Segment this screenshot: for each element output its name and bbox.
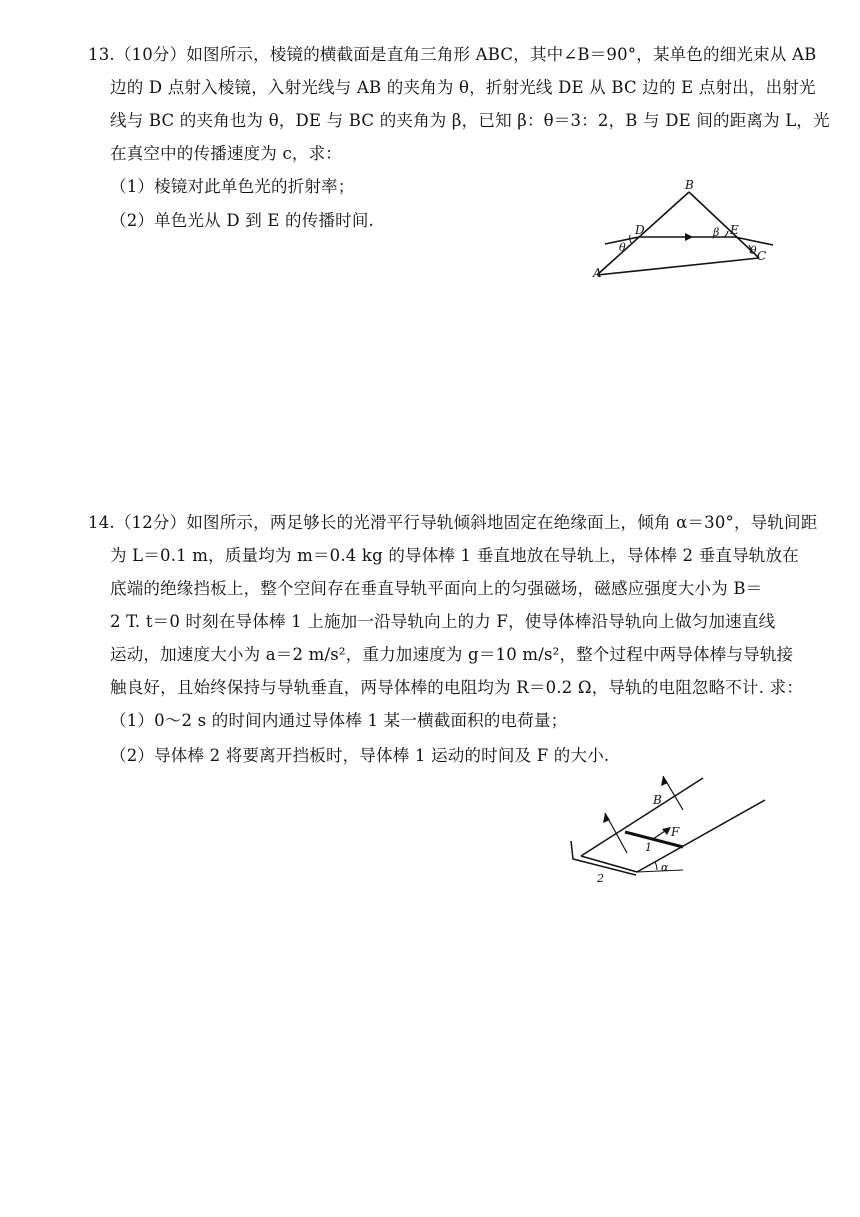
q13-subquestion-1: （1）棱镜对此单色光的折射率； bbox=[110, 177, 355, 196]
theta-arc-1 bbox=[630, 235, 632, 244]
label-theta-2: θ bbox=[750, 244, 757, 257]
horizontal-base bbox=[637, 870, 683, 872]
q14-subquestion-1: （1）0～2 s 的时间内通过导体棒 1 某一横截面积的电荷量； bbox=[110, 711, 568, 730]
label-rod-1: 1 bbox=[645, 841, 652, 854]
ray-arrow-icon bbox=[685, 233, 693, 241]
q13-subquestion-2: （2）单色光从 D 到 E 的传播时间. bbox=[110, 211, 374, 230]
alpha-arc bbox=[655, 862, 657, 870]
q14-line-1: 14.（12分）如图所示，两足够长的光滑平行导轨倾斜地固定在绝缘面上，倾角 α＝30°，导轨间距 bbox=[88, 513, 818, 532]
label-alpha: α bbox=[661, 861, 669, 874]
q13-line-1: 13.（10分）如图所示，棱镜的横截面是直角三角形 ABC，其中∠B＝90°，某单色的细光束从 AB bbox=[88, 45, 817, 64]
q14-line-5: 运动，加速度大小为 a＝2 m/s²，重力加速度为 g＝10 m/s²，整个过程中两导体棒与导轨接 bbox=[110, 645, 794, 664]
label-a: A bbox=[593, 266, 602, 280]
label-beta: β bbox=[713, 226, 720, 239]
prism-side-bc bbox=[689, 192, 759, 258]
q14-line-4: 2 T. t＝0 时刻在导体棒 1 上施加一沿导轨向上的力 F，使导体棒沿导轨向上做匀加速直线 bbox=[110, 612, 776, 631]
label-c: C bbox=[757, 249, 767, 263]
force-arrow-icon bbox=[662, 827, 671, 835]
rails-figure bbox=[565, 775, 775, 895]
q14-subquestion-2: （2）导体棒 2 将要离开挡板时，导体棒 1 运动的时间及 F 的大小. bbox=[110, 746, 610, 765]
label-f: F bbox=[671, 825, 680, 839]
prism-side-ac bbox=[597, 258, 759, 275]
rail-upper bbox=[581, 778, 703, 856]
label-b: B bbox=[685, 178, 694, 192]
q14-line-2: 为 L＝0.1 m，质量均为 m＝0.4 kg 的导体棒 1 垂直地放在导轨上，导体棒 2 垂直导轨放在 bbox=[110, 546, 799, 565]
label-e: E bbox=[730, 223, 739, 237]
prism-figure bbox=[585, 175, 785, 285]
q13-line-3: 线与 BC 的夹角也为 θ，DE 与 BC 的夹角为 β，已知 β：θ＝3：2，B 与 DE 间的距离为 L，光 bbox=[110, 111, 830, 130]
q13-line-4: 在真空中的传播速度为 c，求： bbox=[110, 144, 342, 163]
rail-lower bbox=[637, 800, 765, 872]
rod-2 bbox=[581, 856, 637, 872]
label-b-field: B bbox=[653, 793, 662, 807]
q14-line-6: 触良好，且始终保持与导轨垂直，两导体棒的电阻均为 R＝0.2 Ω，导轨的电阻忽略不计. 求： bbox=[110, 678, 804, 697]
insulating-baffle bbox=[571, 841, 636, 875]
beta-arc bbox=[724, 231, 728, 237]
label-rod-2: 2 bbox=[597, 872, 604, 885]
q14-line-3: 底端的绝缘挡板上，整个空间存在垂直导轨平面向上的匀强磁场，磁感应强度大小为 B＝ bbox=[110, 579, 763, 598]
q13-line-2: 边的 D 点射入棱镜，入射光线与 AB 的夹角为 θ，折射光线 DE 从 BC 边的 E 点射出，出射光 bbox=[110, 78, 816, 97]
label-theta-1: θ bbox=[619, 241, 626, 254]
label-d: D bbox=[635, 223, 645, 237]
